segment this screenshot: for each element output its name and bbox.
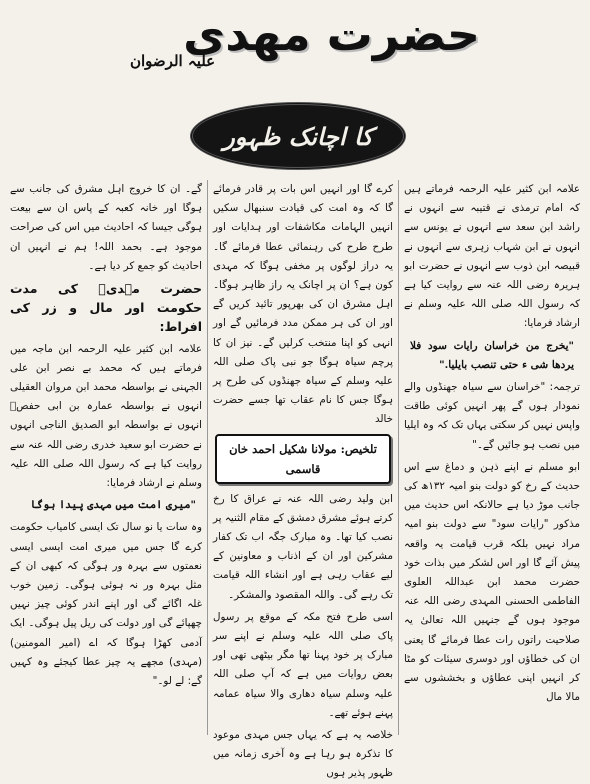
- paragraph: ابو مسلم نے اپنے ذہن و دماغ سے اس حدیث کے رخ کو دولت بنو امیہ ۱۳۲ھ کی جانب موڑ دیا ہے حالانکہ اس حدیث میں مذکور "رایات سود" سے دولت بنو امیہ مراد نہیں بلکہ قرب قیامت یہ واقعہ پیش آئے گا اور اس لشکر میں بذات خود حضرت محمد ابن عبداللہ العلوی الفاطمی الحسنی المہدی رضی اللہ عنہ موجود ہوں گے جنہیں اللہ تعالیٰ یہ صلاحیت راتوں رات عطا فرمائے گا یعنی ان کی خطاؤں اور دوسری سیئات کو مٹا کر انہیں اپنی عطاؤں و بخششوں سے مالا مال: [404, 460, 580, 704]
- article-title: [130, 7, 480, 78]
- subtitle-oval: [190, 102, 406, 170]
- subtitle-text: کا اچانک ظہور: [223, 121, 373, 151]
- paragraph: علامہ ابن کثیر علیہ الرحمہ ابن ماجہ میں فرماتے ہیں کہ محمد بے نصر ابن علی الجہنی نے بواسطہ محمد ابن مروان العقیلی انہوں نے بواسطہ عمارہ بن ابی حفصؓ انہوں نے بواسطہ ابو الصدیق الناجی انہوں نے حضرت ابو سعید خدری رضی اللہ عنہ سے روایت کیا ہے کہ رسول اللہ صلی اللہ علیہ وسلم نے ارشاد فرمایا:: [10, 342, 202, 490]
- translation: ترجمہ: "خراسان سے سیاہ جھنڈوں والے نمودار ہوں گے پھر انہیں کوئی طاقت واپس نہیں کر سکتی یہاں تک کہ وہ ایلیا میں نصب ہو جائیں گے۔": [404, 381, 580, 451]
- column-left: [10, 180, 202, 740]
- column-right: [404, 180, 580, 740]
- paragraph: وہ سات یا نو سال تک ایسی کامیاب حکومت کرے گا جس میں میری امت ایسی ایسی نعمتوں سے بہرہ ور ہوگی کہ کبھی ان کے مثل بہرہ ور نہ ہوئی ہوگی۔ زمین خوب غلہ اگائے گی اور اپنے اندر کوئی چیز نہیں چھپائے گی اور دولت کی ریل پیل ہوگی۔ ایک آدمی کھڑا ہوگا کہ اے (امیر المومنین) (مہدی) مجھے یہ چیز عطا کیجئے وہ کہیں گے: لے لو۔": [10, 521, 202, 688]
- column-divider: [398, 180, 399, 735]
- paragraph: اسی طرح فتح مکہ کے موقع پر رسول پاک صلی اللہ علیہ وسلم نے اپنے سر مبارک پر خود پہنا تھا مگر بیٹھی تھی اور بعض روایات میں ہے کہ آپ صلی اللہ علیہ وسلم سیاہ دھاری والا سیاہ عمامہ پہنے ہوئے تھے۔: [213, 610, 393, 719]
- title-text: حضرت مهدی: [183, 7, 480, 61]
- paragraph: کرے گا اور انہیں اس بات پر قادر فرمائے گا کہ وہ امت کی قیادت سنبھال سکیں انہیں الہامات مکاشفات اور ہدایات اور طرح طرح کی رہنمائی عطا فرمائے گا۔ یہ دراز لوگوں پر مخفی ہوگا کہ مہدی کون ہے؟ ان پر اچانک یہ راز ظاہر ہوگا۔ اہل مشرق ان کی بھرپور تائید کریں گے اور ان کی ہر ممکن مدد فرمائیں گے اور انہی کو اپنا منتخب کرلیں گے۔ نیز ان کا پرچم سیاہ ہوگا جو نبی پاک صلی اللہ علیہ وسلم کے سیاہ جھنڈوں کی طرح پر ہوگا جس کا نام عقاب تھا جسے حضرت خالد: [213, 183, 393, 426]
- paragraph: علامہ ابن کثیر علیہ الرحمہ فرماتے ہیں کہ امام ترمذی نے قتیبہ سے انہوں نے راشد ابن سعد سے انہوں نے یونس سے انہوں نے ابن شہاب زہری سے انہوں نے قبیصہ ابن ذوب سے انہوں نے حضرت ابو ہریرہ رضی اللہ عنہ سے روایت کیا ہے کہ رسول اللہ صلی اللہ علیہ وسلم نے ارشاد فرمایا:: [404, 183, 580, 330]
- paragraph: خلاصہ یہ ہے کہ یہاں جس مہدی موعود کا تذکرہ ہو رہا ہے وہ آخری زمانہ میں ظہور پذیر ہوں: [213, 729, 393, 780]
- paragraph: ابن ولید رضی اللہ عنہ نے عراق کا رخ کرتے ہوئے مشرق دمشق کے مقام الثنیہ پر نصب کیا تھا۔ وہ مبارک جگہ اب تک کفار مشرکین اور ان کے اذناب و معاونین کے لیے عقاب رہی ہے اور انشاء اللہ قیامت تک رہے گی۔ واللہ المقصود والمشکر۔: [213, 492, 393, 601]
- title-honorific: علیہ الرضوان: [130, 52, 216, 70]
- column-middle: [213, 180, 393, 780]
- column-divider: [207, 180, 208, 735]
- paragraph: گے۔ ان کا خروج اہل مشرق کی جانب سے ہوگا اور خانہ کعبہ کے پاس ان سے بیعت ہوگی جیسا کہ احادیث میں اس کی صراحت موجود ہے۔ بحمد اللہ! ہم نے انہیں ان احادیث کو جمع کر دیا ہے۔: [10, 183, 202, 272]
- hadith-quote: "میری امت میں مہدی پیدا ہوگا: [30, 499, 196, 512]
- author-credit-box: تلخیص: مولانا شکیل احمد خان قاسمی: [215, 434, 391, 484]
- subheading: حضرت مہدیؓ کی مدت حکومت اور مال و زر کی افراط:: [10, 281, 202, 335]
- arabic-hadith: "یخرج من خراسان رایات سود فلا یردھا شی ء حتی تنصب بایلیا.": [410, 339, 574, 371]
